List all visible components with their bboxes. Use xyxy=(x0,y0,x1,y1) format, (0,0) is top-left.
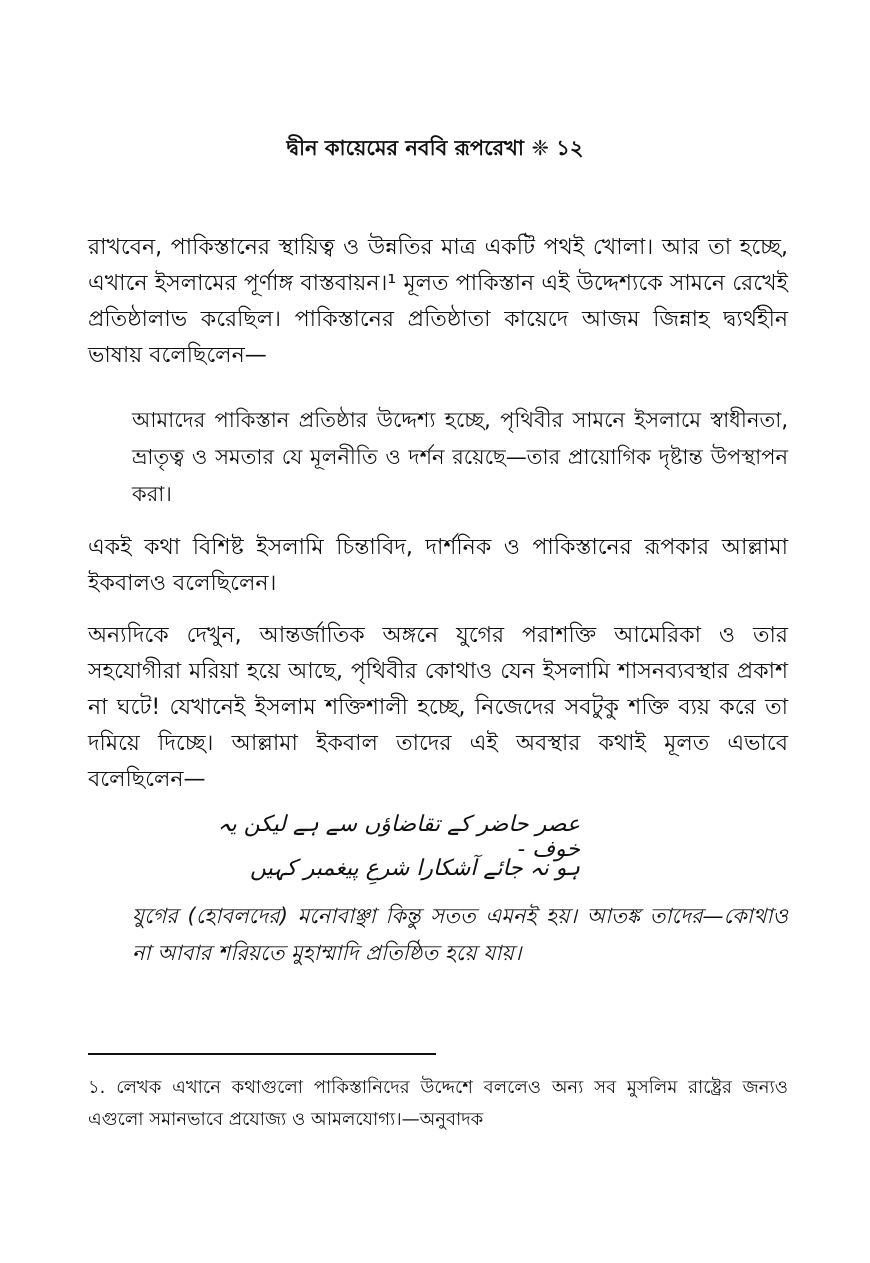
paragraph-1: রাখবেন, পাকিস্তানের স্থায়িত্ব ও উন্নতির মাত্র একটি পথই খোলা। আর তা হচ্ছে, এখানে ইসলামের পূর্ণাঙ্গ বাস্তবায়ন।¹ মূলত পাকিস্তান এই উদ্দেশ্যকে সামনে রেখেই প্রতিষ্ঠালাভ করেছিল। পাকিস্তানের প্রতিষ্ঠাতা কায়েদে আজম জিন্নাহ দ্ব্যর্থহীন ভাষায় বলেছিলেন— xyxy=(88,235,788,368)
page-header: দ্বীন কায়েমের নববি রূপরেখা ❈ ১২ xyxy=(286,136,584,160)
urdu-couplet-line-1: عصر حاضر کے تقاضاؤں سے ہے لیکن یہ خوف - xyxy=(217,812,580,862)
paragraph-2: একই কথা বিশিষ্ট ইসলামি চিন্তাবিদ, দার্শনিক ও পাকিস্তানের রূপকার আল্লামা ইকবালও বলেছিলেন। xyxy=(88,535,788,596)
footnote-divider xyxy=(88,1053,436,1055)
couplet-translation: যুগের (হোবলদের) মনোবাঞ্ছা কিন্তু সতত এমনই হয়। আতঙ্ক তাদের—কোথাও না আবার শরিয়তে মুহাম্মাদি প্রতিষ্ঠিত হয়ে যায়। xyxy=(132,904,788,965)
jinnah-quote: আমাদের পাকিস্তান প্রতিষ্ঠার উদ্দেশ্য হচ্ছে, পৃথিবীর সামনে ইসলামে স্বাধীনতা, ভ্রাতৃত্ব ও সমতার যে মূলনীতি ও দর্শন রয়েছে—তার প্রায়োগিক দৃষ্টান্ত উপস্থাপন করা। xyxy=(132,408,788,506)
urdu-couplet-line-2: ہو نہ جائے آشکارا شرعِ پیغمبر کہیں xyxy=(250,856,580,881)
paragraph-3: অন্যদিকে দেখুন, আন্তর্জাতিক অঙ্গনে যুগের পরাশক্তি আমেরিকা ও তার সহযোগীরা মরিয়া হয়ে আছে, পৃথিবীর কোথাও যেন ইসলামি শাসনব্যবস্থার প্রকাশ না ঘটে! যেখানেই ইসলাম শক্তিশালী হচ্ছে, নিজেদের সবটুকু শক্তি ব্যয় করে তা দমিয়ে দিচ্ছে। আল্লামা ইকবাল তাদের এই অবস্থার কথাই মূলত এভাবে বলেছিলেন— xyxy=(88,623,788,792)
footnote: ১. লেখক এখানে কথাগুলো পাকিস্তানিদের উদ্দেশে বললেও অন্য সব মুসলিম রাষ্ট্রের জন্যও এগুলো সমানভাবে প্রযোজ্য ও আমলযোগ্য।—অনুবাদক xyxy=(88,1077,788,1130)
